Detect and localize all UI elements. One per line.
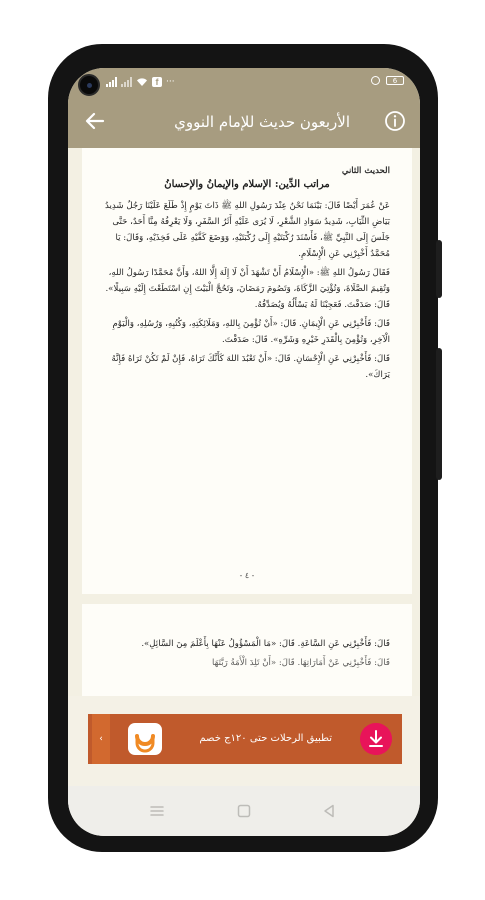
hadith-paragraph: قَالَ: فَأَخْبِرْنِي عَنِ الْإِحْسَانِ. قَالَ: «أَنْ تَعْبُدَ اللهَ كَأَنَّكَ تَرَاهُ، فَإِنْ لَمْ تَكُنْ تَرَاهُ فَإِنَّهُ يَرَاكَ». bbox=[111, 354, 390, 380]
ad-banner[interactable] bbox=[88, 714, 402, 764]
page-number: - ٤ - bbox=[239, 571, 255, 580]
facebook-notification-icon: f bbox=[152, 77, 162, 87]
hadith-paragraph: عَنْ عُمَرَ أَيْضًا قَالَ: بَيْنَمَا نَحْنُ عِنْدَ رَسُولِ اللهِ ﷺ ذَاتَ يَوْمٍ إِذْ طَلَعَ عَلَيْنَا رَجُلٌ شَدِيدُ بَيَاضِ الثِّيَابِ، شَدِيدُ سَوَادِ الشَّعْرِ، لَا يُرَى عَلَيْهِ أَثَرُ السَّفَرِ، وَلَا يَعْرِفُهُ مِنَّا أَحَدٌ، حَتَّى جَلَسَ إِلَى النَّبِيِّ ﷺ، فَأَسْنَدَ رُكْبَتَيْهِ إِلَى رُكْبَتَيْهِ، وَوَضَعَ كَفَّيْهِ عَلَى فَخِذَيْهِ، وَقَالَ: يَا مُحَمَّدُ أَخْبِرْنِي عَنِ الْإِسْلَامِ. bbox=[105, 201, 390, 259]
hadith-number: الحديث الثاني bbox=[341, 166, 390, 176]
alarm-icon bbox=[371, 76, 380, 85]
volume-button bbox=[436, 240, 442, 298]
home-icon[interactable] bbox=[235, 802, 253, 820]
back-triangle-icon[interactable] bbox=[320, 802, 338, 820]
status-bar bbox=[68, 68, 420, 96]
power-button bbox=[436, 348, 442, 480]
book-page bbox=[82, 148, 412, 594]
status-left bbox=[106, 76, 175, 88]
hadith-paragraph: قَالَ: فَأَخْبِرْنِي عَنِ الْإِيمَانِ. قَالَ: «أَنْ تُؤْمِنَ بِاللهِ، وَمَلَائِكَتِهِ، وَكُتُبِهِ، وَرُسُلِهِ، وَالْيَوْمِ الْآخِرِ، وَتُؤْمِنَ بِالْقَدَرِ خَيْرِهِ وَشَرِّهِ». قَالَ: صَدَقْتَ. bbox=[112, 319, 390, 345]
page-title: الأربعون حديث للإمام النووي bbox=[174, 113, 350, 131]
signal-icon bbox=[106, 77, 117, 87]
back-arrow-icon[interactable] bbox=[84, 110, 106, 132]
hadith-paragraph-partial: قَالَ: فَأَخْبِرْنِي عَنْ أَمَارَاتِهَا. قَالَ: «أَنْ تَلِدَ الْأَمَةُ رَبَّتَهَا bbox=[212, 658, 390, 668]
status-right bbox=[371, 76, 404, 85]
ad-app-icon bbox=[128, 723, 162, 755]
front-camera bbox=[78, 74, 100, 96]
ad-text: تطبيق الرحلات حتى ١٢٠ج خصم bbox=[199, 733, 332, 744]
info-icon[interactable] bbox=[384, 110, 406, 132]
hadith-paragraph: قَالَ: فَأَخْبِرْنِي عَنِ السَّاعَةِ. قَالَ: «مَا الْمَسْؤُولُ عَنْهَا بِأَعْلَمَ مِنَ السَّائِلِ». bbox=[141, 639, 390, 649]
app-bar bbox=[68, 96, 420, 148]
menu-icon[interactable] bbox=[148, 802, 166, 820]
navigation-bar bbox=[68, 786, 420, 836]
hadith-title: مراتب الدِّين: الإسلام والإيمانُ والإحسانُ bbox=[164, 179, 330, 190]
hadith-paragraph: فَقَالَ رَسُولُ اللهِ ﷺ: «الْإِسْلَامُ أَنْ تَشْهَدَ أَنْ لَا إِلَهَ إِلَّا اللهُ، وَأَنَّ مُحَمَّدًا رَسُولُ اللهِ، وَتُقِيمَ الصَّلَاةَ، وَتُؤْتِيَ الزَّكَاةَ، وَتَصُومَ رَمَضَانَ، وَتَحُجَّ الْبَيْتَ إِنِ اسْتَطَعْتَ إِلَيْهِ سَبِيلًا». قَالَ: صَدَقْتَ. فَعَجِبْنَا لَهُ يَسْأَلُهُ وَيُصَدِّقُهُ. bbox=[105, 268, 390, 310]
more-notifications: ··· bbox=[166, 77, 175, 87]
ad-close-button[interactable]: ‹ bbox=[92, 714, 110, 764]
battery-icon: 6 bbox=[386, 76, 404, 85]
signal-2-icon bbox=[121, 77, 132, 87]
book-reader[interactable] bbox=[68, 148, 420, 696]
phone-screen bbox=[68, 68, 420, 836]
wifi-icon bbox=[136, 77, 148, 87]
download-icon[interactable] bbox=[360, 723, 392, 755]
next-book-page bbox=[82, 604, 412, 696]
